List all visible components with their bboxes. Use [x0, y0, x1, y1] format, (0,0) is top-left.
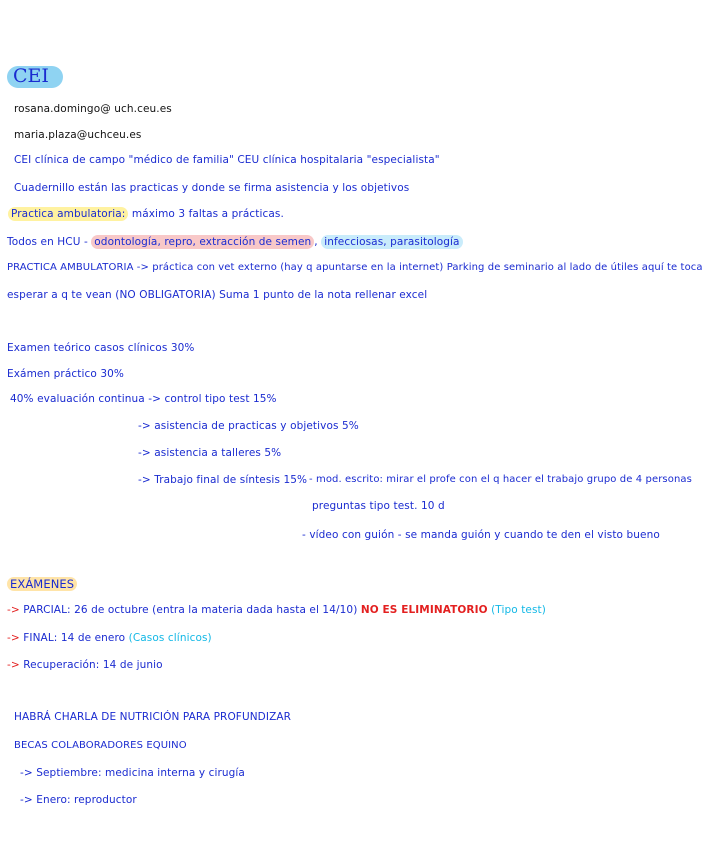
examenes-heading — [7, 578, 77, 592]
email-2: maria.plaza@uchceu.es — [14, 129, 142, 141]
practica-rest: máximo 3 faltas a prácticas. — [128, 208, 284, 220]
final-text: : 14 de enero — [53, 632, 129, 644]
charla-line: HABRÁ CHARLA DE NUTRICIÓN PARA PROFUNDIZAR — [14, 711, 292, 723]
practica-highlight: Practica ambulatoria: — [8, 207, 128, 221]
parcial-text: : 26 de octubre (entra la materia dada hasta el 14/10) — [67, 604, 361, 616]
cei-line: CEI clínica de campo "médico de familia" CEU clínica hospitalaria "especialista" — [14, 154, 440, 166]
recuperacion-text: Recuperación: 14 de junio — [23, 659, 163, 671]
final-cyan: (Casos clínicos) — [128, 632, 212, 644]
arrow-icon: -> — [7, 604, 20, 616]
practica-ambulatoria-line — [8, 208, 284, 221]
todos-line — [7, 236, 463, 249]
practica-caps-line — [7, 262, 703, 274]
enero-line: -> Enero: reproductor — [20, 794, 137, 806]
trabajo-line: -> Trabajo final de síntesis 15% — [138, 474, 308, 486]
final-line — [7, 632, 212, 645]
arrow-icon: -> — [7, 632, 20, 644]
cuadernillo-line: Cuadernillo están las practicas y donde se firma asistencia y los objetivos — [14, 182, 410, 194]
todos-sep: , — [314, 236, 322, 248]
trabajo-mod-line: - mod. escrito: mirar el profe con el q hacer el trabajo grupo de 4 personas — [309, 474, 692, 485]
examenes-heading-text: EXÁMENES — [7, 577, 77, 591]
todos-blue: infecciosas, parasitología — [321, 235, 462, 249]
examen-teorico: Examen teórico casos clínicos 30% — [7, 342, 195, 354]
arrow-icon: -> — [7, 659, 20, 671]
todos-prefix: Todos en HCU - — [7, 236, 92, 248]
video-line: - vídeo con guión - se manda guión y cuando te den el visto bueno — [302, 529, 660, 541]
esperar-line: esperar a q te vean (NO OBLIGATORIA) Suma 1 punto de la nota rellenar excel — [7, 289, 428, 301]
asistencia-line: -> asistencia de practicas y objetivos 5% — [138, 420, 359, 432]
preguntas-line: preguntas tipo test. 10 d — [312, 500, 445, 512]
parcial-bold: NO ES ELIMINATORIO — [360, 604, 488, 616]
examen-practico: Exámen práctico 30% — [7, 368, 124, 380]
talleres-line: -> asistencia a talleres 5% — [138, 447, 282, 459]
parcial-line — [7, 604, 546, 617]
email-1: rosana.domingo@ uch.ceu.es — [14, 103, 172, 115]
final-label: FINAL — [23, 632, 54, 644]
todos-pink: odontología, repro, extracción de semen — [91, 235, 314, 249]
septiembre-line: -> Septiembre: medicina interna y cirugía — [20, 767, 245, 779]
parcial-tipo: (Tipo test) — [487, 604, 546, 616]
practica-text: -> práctica con vet externo (hay q apuntarse en la internet) Parking de seminario al lado de útiles aquí te toca — [133, 262, 703, 273]
evaluacion-continua: 40% evaluación continua -> control tipo test 15% — [10, 393, 277, 405]
becas-line: BECAS COLABORADORES EQUINO — [14, 740, 187, 751]
recuperacion-line — [7, 659, 163, 672]
practica-caps: PRACTICA AMBULATORIA — [7, 262, 134, 273]
title-badge — [7, 66, 63, 88]
parcial-label: PARCIAL — [23, 604, 68, 616]
page-title: CEI — [13, 65, 49, 87]
